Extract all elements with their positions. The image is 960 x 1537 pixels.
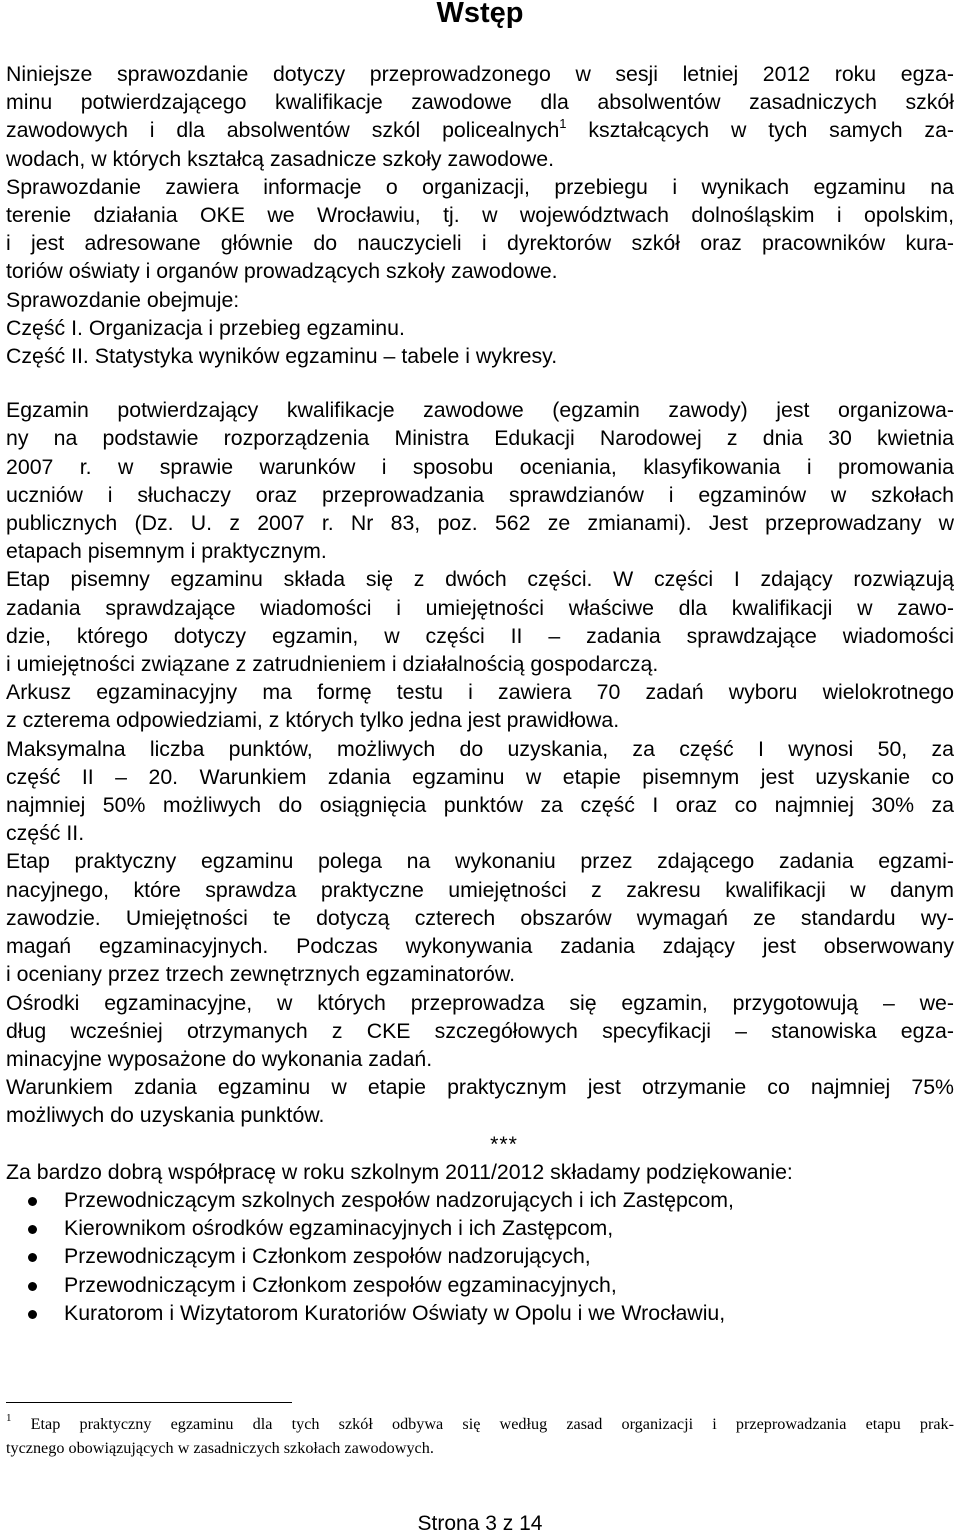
- footnote-number: 1: [6, 1411, 12, 1424]
- thanks-list: [6, 1186, 954, 1327]
- text-line: Etap praktyczny egzaminu polega na wykonaniu przez zdającego zadania egzami-: [6, 849, 954, 874]
- text-line: 2007 r. w sprawie warunków i sposobu oceniania, klasyfikowania i promowania: [6, 454, 954, 479]
- text-line: etapach pisemnym i praktycznym.: [6, 539, 327, 564]
- text-line: Sprawozdanie obejmuje:: [6, 287, 240, 312]
- text-line: toriów oświaty i organów prowadzących szkoły zawodowe.: [6, 259, 558, 284]
- text-line: zadania sprawdzające wiadomości i umiejętności właściwe dla kwalifikacji w zawo-: [6, 595, 954, 620]
- footnote-line: $^1$ Etap praktyczny egzaminu dla tych szkół odbywa się według zasad organizacji i przeprowadzania etapu prak-: [6, 1411, 954, 1433]
- text-line: Maksymalna liczba punktów, możliwych do uzyskania, za część I wynosi 50, za: [6, 736, 954, 761]
- bullet-icon: [28, 1197, 37, 1206]
- exam-description: [6, 396, 954, 1129]
- text-line: Sprawozdanie zawiera informacje o organizacji, przebiegu i wynikach egzaminu na: [6, 174, 954, 199]
- bullet-icon: [28, 1253, 37, 1262]
- intro-paragraph: [6, 60, 954, 370]
- list-item: Kierownikom ośrodków egzaminacyjnych i ich Zastępcom,: [6, 1214, 954, 1242]
- text-line: i umiejętności związane z zatrudnieniem i działalnością gospodarczą.: [6, 652, 659, 677]
- text-line: zawodzie. Umiejętności te dotyczą czterech obszarów wymagań ze standardu wy-: [6, 905, 954, 930]
- text-line: i jest adresowane głównie do nauczycieli i dyrektorów szkół oraz pracowników kura-: [6, 231, 954, 256]
- text-line: uczniów i słuchaczy oraz przeprowadzania sprawdzianów i egzaminów w szkołach: [6, 482, 954, 507]
- list-item: Przewodniczącym i Członkom zespołów nadzorujących,: [6, 1242, 954, 1270]
- text-line: ny na podstawie rozporządzenia Ministra Edukacji Narodowej z dnia 30 kwietnia: [6, 426, 954, 451]
- footnote: [6, 1412, 954, 1460]
- list-item: Przewodniczącym i Członkom zespołów egzaminacyjnych,: [6, 1271, 954, 1299]
- list-item: Przewodniczącym szkolnych zespołów nadzorujących i ich Zastępcom,: [6, 1186, 954, 1214]
- text-line: z czterema odpowiedziami, z których tylko jedna jest prawidłowa.: [6, 708, 620, 733]
- bullet-icon: [28, 1310, 37, 1319]
- text-line: minu potwierdzającego kwalifikacje zawodowe dla absolwentów zasadniczych szkół: [6, 90, 954, 115]
- text-line: Warunkiem zdania egzaminu w etapie praktycznym jest otrzymanie co najmniej 75%: [6, 1075, 954, 1100]
- text-line: dzie, którego dotyczy egzamin, w części II – zadania sprawdzające wiadomości: [6, 623, 954, 648]
- footnote-divider: [6, 1402, 292, 1403]
- text-line: zawodowych i dla absolwentów szkól policealnych$^1$ kształcących w tych samych za-: [6, 116, 955, 143]
- contents-part-1: Część I. Organizacja i przebieg egzaminu.: [6, 315, 405, 340]
- text-line: możliwych do uzyskania punktów.: [6, 1103, 325, 1128]
- thanks-intro: Za bardzo dobrą współpracę w roku szkolnym 2011/2012 składamy podziękowanie:: [6, 1159, 793, 1184]
- text-line: i oceniany przez trzech zewnętrznych egzaminatorów.: [6, 962, 516, 987]
- contents-part-2: Część II. Statystyka wyników egzaminu – tabele i wykresy.: [6, 344, 558, 369]
- text-line: część II – 20. Warunkiem zdania egzaminu w etapie pisemnym jest uzyskanie co: [6, 764, 954, 789]
- text-line: terenie działania OKE we Wrocławiu, tj. w województwach dolnośląskim i opolskim,: [6, 203, 954, 228]
- text-line: magań egzaminacyjnych. Podczas wykonywania zadania zdający jest obserwowany: [6, 934, 954, 959]
- text-line: dług wcześniej otrzymanych z CKE szczegółowych specyfikacji – stanowiska egza-: [6, 1018, 954, 1043]
- text-line: minacyjne wyposażone do wykonania zadań.: [6, 1046, 433, 1071]
- text-line: Etap pisemny egzaminu składa się z dwóch części. W części I zdający rozwiązują: [6, 567, 954, 592]
- text-line: wodach, w których kształcą zasadnicze szkoły zawodowe.: [6, 146, 555, 171]
- bullet-icon: [28, 1225, 37, 1234]
- footnote-reference: 1: [559, 116, 567, 132]
- page-number: Strona 3 z 14: [417, 1512, 543, 1535]
- section-separator: ***: [490, 1131, 518, 1156]
- text-line: publicznych (Dz. U. z 2007 r. Nr 83, poz. 562 ze zmianami). Jest przeprowadzany w: [6, 511, 954, 536]
- list-item: Kuratorom i Wizytatorom Kuratoriów Oświaty w Opolu i we Wrocławiu,: [6, 1299, 954, 1327]
- bullet-icon: [28, 1282, 37, 1291]
- document-body: [6, 60, 954, 1327]
- page-title: Wstęp: [436, 0, 524, 29]
- text-line: Arkusz egzaminacyjny ma formę testu i zawiera 70 zadań wyboru wielokrotnego: [6, 680, 954, 705]
- text-line: Ośrodki egzaminacyjne, w których przeprowadza się egzamin, przygotowują – we-: [6, 990, 954, 1015]
- footnote-line: tycznego obowiązujących w zasadniczych szkołach zawodowych.: [6, 1439, 434, 1457]
- text-line: Egzamin potwierdzający kwalifikacje zawodowe (egzamin zawody) jest organizowa-: [6, 398, 954, 423]
- text-line: nacyjnego, które sprawdza praktyczne umiejętności z zakresu kwalifikacji w danym: [6, 877, 954, 902]
- text-line: najmniej 50% możliwych do osiągnięcia punktów za część I oraz co najmniej 30% za: [6, 793, 954, 818]
- text-line: Niniejsze sprawozdanie dotyczy przeprowadzonego w sesji letniej 2012 roku egza-: [6, 62, 954, 86]
- text-line: część II.: [6, 821, 85, 846]
- document-page: [6, 0, 954, 1537]
